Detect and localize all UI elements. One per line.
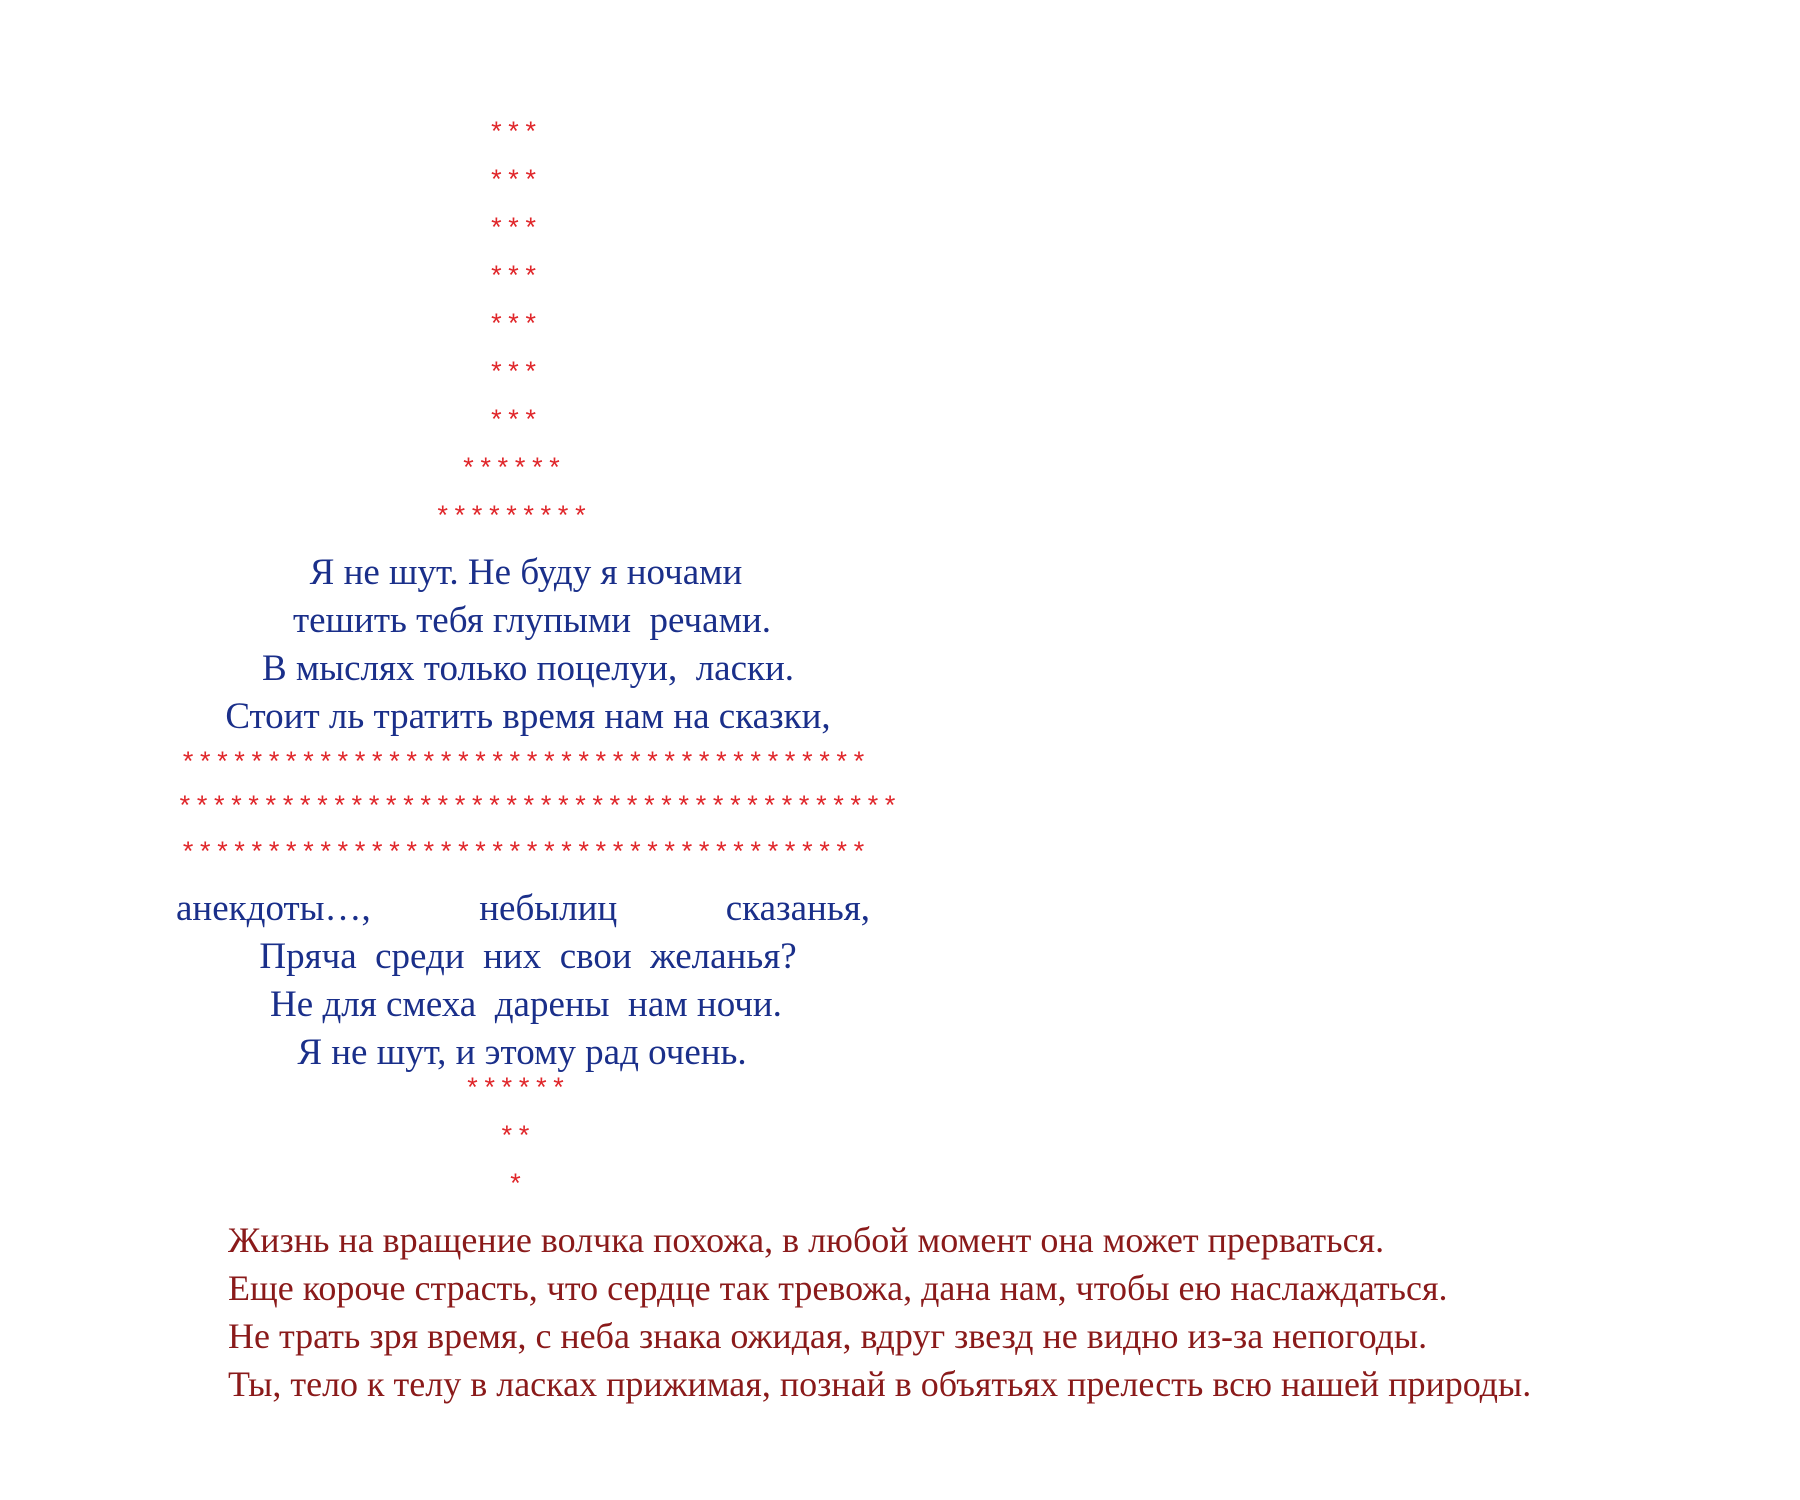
band-stars-2: ******************************************	[176, 794, 900, 824]
stem-stars-5: ***	[488, 312, 540, 342]
shoulder-stars-2: *********	[434, 504, 590, 534]
prose-line-3: Не трать зря время, с неба знака ожидая, вдруг звезд не видно из-за непогоды.	[228, 1316, 1428, 1356]
verse-line-7: Не для смеха дарены нам ночи.	[270, 984, 782, 1025]
stem-stars-7: ***	[488, 408, 540, 438]
prose-line-2: Еще короче страсть, что сердце так тревожа, дана нам, чтобы ею наслаждаться.	[228, 1268, 1448, 1308]
stem-stars-4: ***	[488, 264, 540, 294]
verse-line-5	[176, 890, 870, 927]
verse-word-3: сказанья,	[725, 888, 870, 929]
verse-line-8: Я не шут, и этому рад очень.	[297, 1032, 747, 1073]
verse-word-1: анекдоты…,	[176, 888, 371, 929]
band-stars-3: ****************************************	[179, 840, 869, 870]
prose-line-4: Ты, тело к телу в ласках прижимая, познай в объятьях прелесть всю нашей природы.	[228, 1364, 1532, 1404]
verse-word-2: небылиц	[479, 888, 618, 929]
verse-line-2: тешить тебя глупыми речами.	[292, 600, 772, 641]
stem-stars-2: ***	[488, 168, 540, 198]
verse-line-3: В мыслях только поцелуи, ласки.	[261, 648, 795, 689]
stem-stars-1: ***	[488, 120, 540, 150]
stem-stars-6: ***	[488, 360, 540, 390]
prose-line-1: Жизнь на вращение волчка похожа, в любой момент она может прерваться.	[228, 1220, 1385, 1260]
verse-line-4: Стоит ль тратить время нам на сказки,	[225, 696, 831, 737]
verse-line-6: Пряча среди них свои желанья?	[259, 936, 797, 977]
verse-line-1: Я не шут. Не буду я ночами	[309, 552, 743, 593]
stem-stars-3: ***	[488, 216, 540, 246]
shoulder-stars-1: ******	[460, 456, 564, 486]
tip-stars-1: ******	[464, 1076, 568, 1106]
band-stars-1: ****************************************	[179, 750, 869, 780]
tip-stars-3: *	[507, 1172, 525, 1202]
tip-stars-2: **	[498, 1124, 534, 1154]
